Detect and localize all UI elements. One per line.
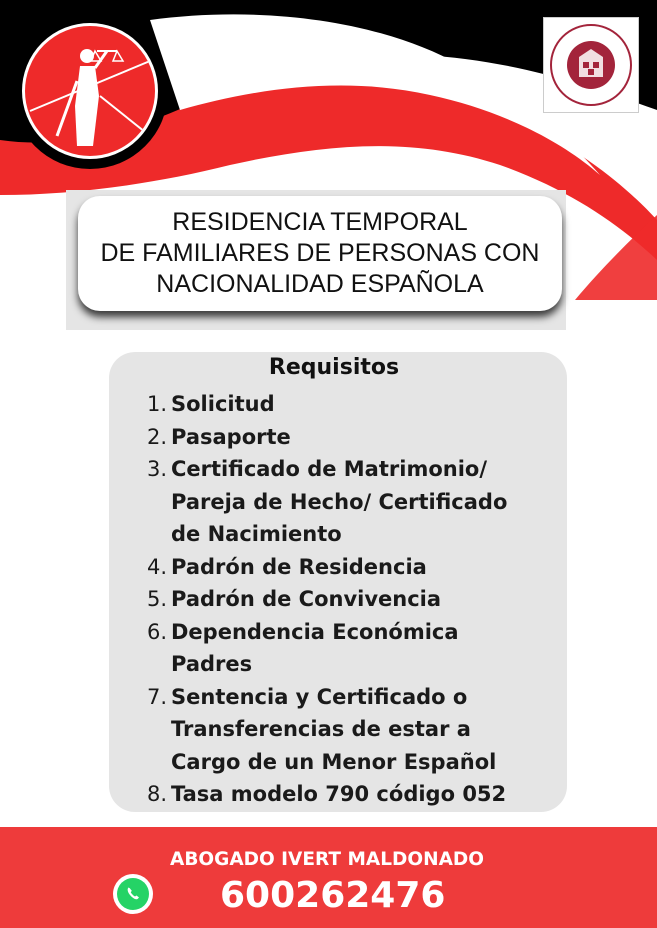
requirements-heading: Requisitos [268, 355, 400, 380]
item-number: 3. [147, 457, 168, 481]
item-text: Certificado de Matrimonio/ Pareja de Hecho/ Certificado de Nacimiento [171, 457, 508, 546]
item-number: 1. [147, 392, 168, 416]
list-item [147, 616, 531, 681]
title-line: RESIDENCIA TEMPORAL [172, 208, 468, 236]
item-number: 6. [147, 619, 168, 644]
item-text: Tasa modelo 790 código 052 [171, 782, 507, 806]
item-text: Pasaporte [171, 424, 291, 449]
requirements-list [147, 388, 531, 811]
item-number: 4. [147, 554, 168, 579]
item-text: Padrón de Convivencia [171, 587, 442, 611]
item-text: Sentencia y Certificado o Transferencias de estar a Cargo de un Menor Español [171, 684, 497, 774]
abogado-seal-logo [543, 17, 639, 113]
item-number: 7. [147, 684, 168, 709]
item-number: 2. [147, 424, 168, 449]
phone-number[interactable]: 600262476 [220, 875, 446, 916]
lawyer-name: ABOGADO IVERT MALDONADO [170, 849, 484, 870]
item-text: Dependencia Económica Padres [171, 619, 459, 676]
list-item [147, 388, 531, 421]
list-item [147, 421, 531, 454]
item-text: Solicitud [171, 392, 275, 416]
list-item [147, 453, 531, 551]
title-card [78, 196, 562, 311]
title-line: NACIONALIDAD ESPAÑOLA [156, 270, 484, 298]
whatsapp-icon[interactable] [113, 874, 153, 914]
list-item [147, 551, 531, 584]
abogado-seal-icon [548, 22, 634, 108]
title-line: DE FAMILIARES DE PERSONAS CON [100, 239, 540, 267]
item-number: 5. [147, 587, 168, 611]
lady-justice-icon [25, 26, 155, 156]
item-number: 8. [147, 782, 168, 806]
lady-justice-logo [12, 13, 168, 169]
list-item [147, 681, 531, 779]
list-item [147, 583, 531, 616]
list-item [147, 778, 531, 811]
item-text: Padrón de Residencia [171, 554, 427, 579]
